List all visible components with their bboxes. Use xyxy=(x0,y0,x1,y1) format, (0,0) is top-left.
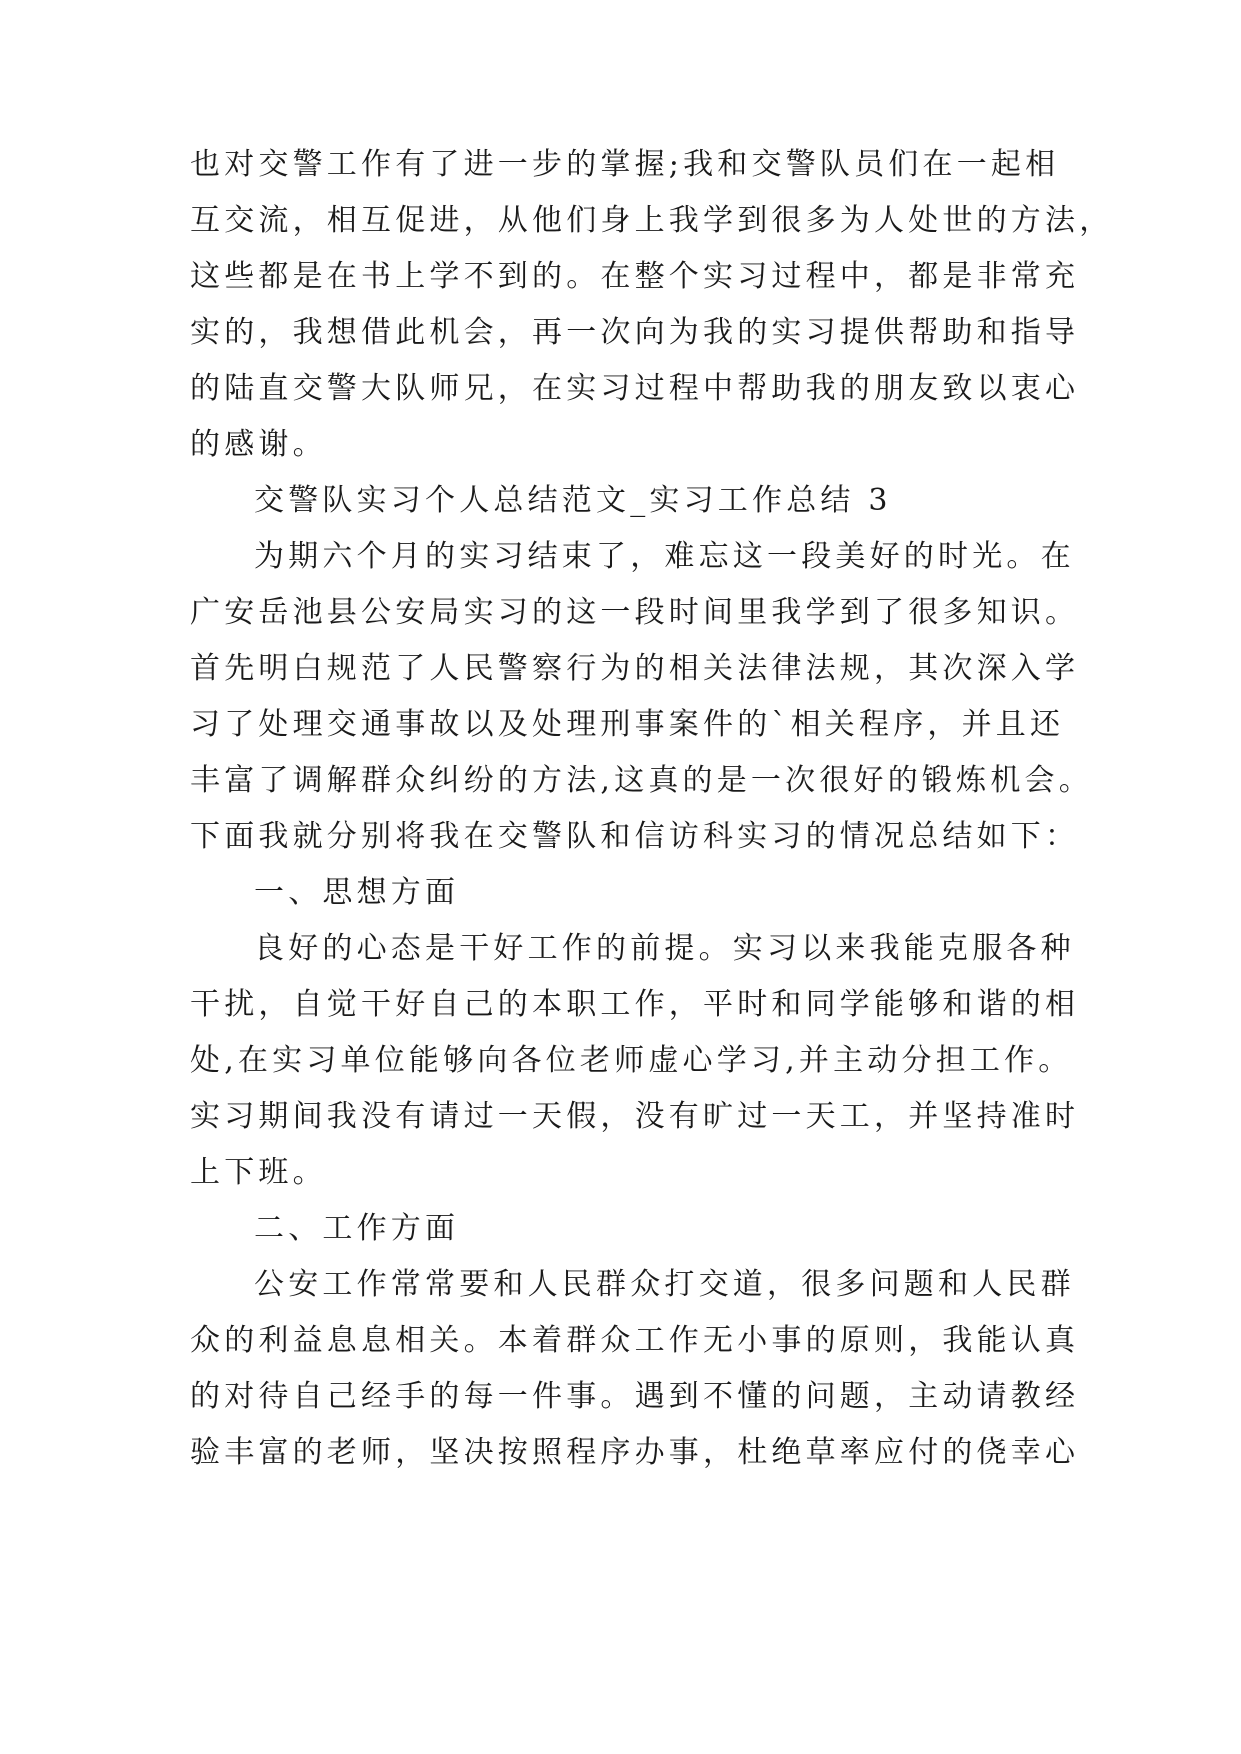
text-line: 为期六个月的实习结束了，难忘这一段美好的时光。在 xyxy=(254,539,1075,574)
text-line: 的感谢。 xyxy=(190,427,327,462)
subsection-heading: 二、工作方面 xyxy=(254,1211,460,1246)
text-line: 的对待自己经手的每一件事。遇到不懂的问题，主动请教经 xyxy=(190,1379,1080,1414)
subsection-heading: 一、思想方面 xyxy=(254,875,460,910)
text-line: 干扰，自觉干好自己的本职工作，平时和同学能够和谐的相 xyxy=(190,987,1080,1022)
text-line: 互交流，相互促进，从他们身上我学到很多为人处世的方法， xyxy=(190,203,1114,238)
text-line: 广安岳池县公安局实习的这一段时间里我学到了很多知识。 xyxy=(190,595,1080,630)
text-line: 众的利益息息相关。本着群众工作无小事的原则，我能认真 xyxy=(190,1323,1080,1358)
text-line: 实习期间我没有请过一天假，没有旷过一天工，并坚持准时 xyxy=(190,1099,1080,1134)
text-line: 良好的心态是干好工作的前提。实习以来我能克服各种 xyxy=(254,931,1075,966)
text-line: 实的，我想借此机会，再一次向为我的实习提供帮助和指导 xyxy=(190,315,1080,350)
text-line: 验丰富的老师，坚决按照程序办事，杜绝草率应付的侥幸心 xyxy=(190,1435,1080,1470)
text-line: 习了处理交通事故以及处理刑事案件的`相关程序，并且还 xyxy=(190,707,1065,742)
section-heading: 交警队实习个人总结范文_实习工作总结 3 xyxy=(254,483,892,518)
text-line: 的陆直交警大队师兄，在实习过程中帮助我的朋友致以衷心 xyxy=(190,371,1080,406)
text-line: 处,在实习单位能够向各位老师虚心学习,并主动分担工作。 xyxy=(190,1043,1073,1078)
text-line: 上下班。 xyxy=(190,1155,327,1190)
text-line: 这些都是在书上学不到的。在整个实习过程中，都是非常充 xyxy=(190,259,1080,294)
text-line: 首先明白规范了人民警察行为的相关法律法规，其次深入学 xyxy=(190,651,1080,686)
text-line: 下面我就分别将我在交警队和信访科实习的情况总结如下： xyxy=(190,819,1080,854)
text-line: 丰富了调解群众纠纷的方法,这真的是一次很好的锻炼机会。 xyxy=(190,763,1093,798)
text-line: 也对交警工作有了进一步的掌握;我和交警队员们在一起相 xyxy=(190,147,1060,182)
text-line: 公安工作常常要和人民群众打交道，很多问题和人民群 xyxy=(254,1267,1075,1302)
